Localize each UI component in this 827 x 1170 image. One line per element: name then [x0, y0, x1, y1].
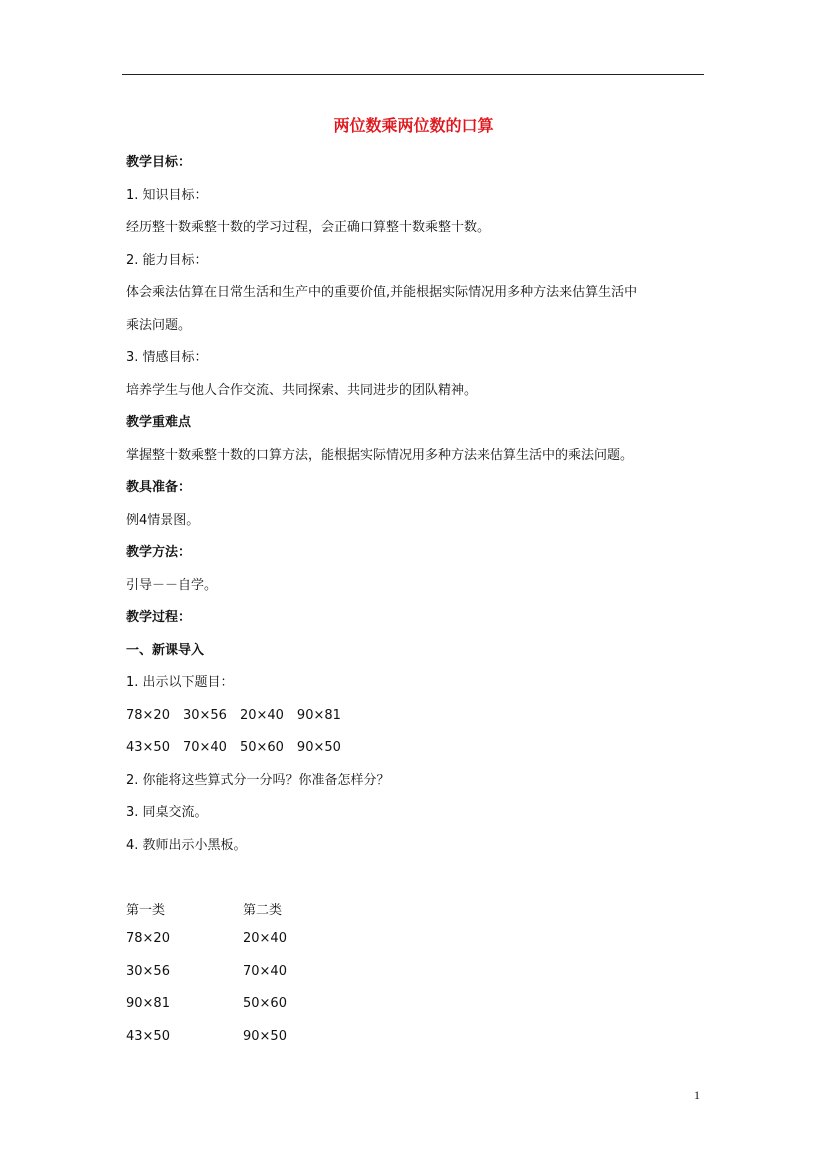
ability-goal-text-2: 乘法问题。: [126, 318, 192, 333]
ability-goal-label: 2. 能力目标：: [126, 253, 208, 268]
table-cell: 50×60: [243, 996, 287, 1011]
materials-text: 例4情景图。: [126, 513, 200, 528]
exercise-row-2: 43×50 70×40 50×60 90×50: [126, 740, 341, 755]
emotion-goal-label: 3. 情感目标：: [126, 350, 208, 365]
document-title: 两位数乘两位数的口算: [333, 116, 494, 135]
table-cell: 20×40: [243, 931, 287, 946]
table-header-class-1: 第一类: [126, 903, 166, 918]
step-3: 3. 同桌交流。: [126, 805, 208, 820]
heading-process: 教学过程：: [126, 610, 192, 625]
heading-methods: 教学方法：: [126, 545, 192, 560]
heading-key-points: 教学重难点: [126, 415, 192, 430]
knowledge-goal-label: 1. 知识目标：: [126, 188, 208, 203]
table-cell: 90×50: [243, 1029, 287, 1044]
table-cell: 90×81: [126, 996, 170, 1011]
knowledge-goal-text: 经历整十数乘整十数的学习过程，会正确口算整十数乘整十数。: [126, 220, 491, 235]
heading-intro: 一、新课导入: [126, 643, 205, 658]
exercise-row-1: 78×20 30×56 20×40 90×81: [126, 708, 341, 723]
table-header-class-2: 第二类: [243, 903, 283, 918]
table-cell: 30×56: [126, 964, 170, 979]
emotion-goal-text: 培养学生与他人合作交流、共同探索、共同进步的团队精神。: [126, 383, 478, 398]
heading-teaching-goals: 教学目标：: [126, 155, 192, 170]
step-1: 1. 出示以下题目：: [126, 675, 234, 690]
heading-materials: 教具准备：: [126, 480, 192, 495]
key-points-text: 掌握整十数乘整十数的口算方法，能根据实际情况用多种方法来估算生活中的乘法问题。: [126, 448, 634, 463]
table-cell: 78×20: [126, 931, 170, 946]
step-2: 2. 你能将这些算式分一分吗？你准备怎样分？: [126, 773, 390, 788]
table-cell: 70×40: [243, 964, 287, 979]
header-rule: [122, 74, 704, 75]
ability-goal-text-1: 体会乘法估算在日常生活和生产中的重要价值,并能根据实际情况用多种方法来估算生活中: [126, 285, 638, 300]
step-4: 4. 教师出示小黑板。: [126, 838, 247, 853]
table-cell: 43×50: [126, 1029, 170, 1044]
methods-text: 引导－－自学。: [126, 578, 218, 593]
page-number: 1: [694, 1088, 700, 1102]
